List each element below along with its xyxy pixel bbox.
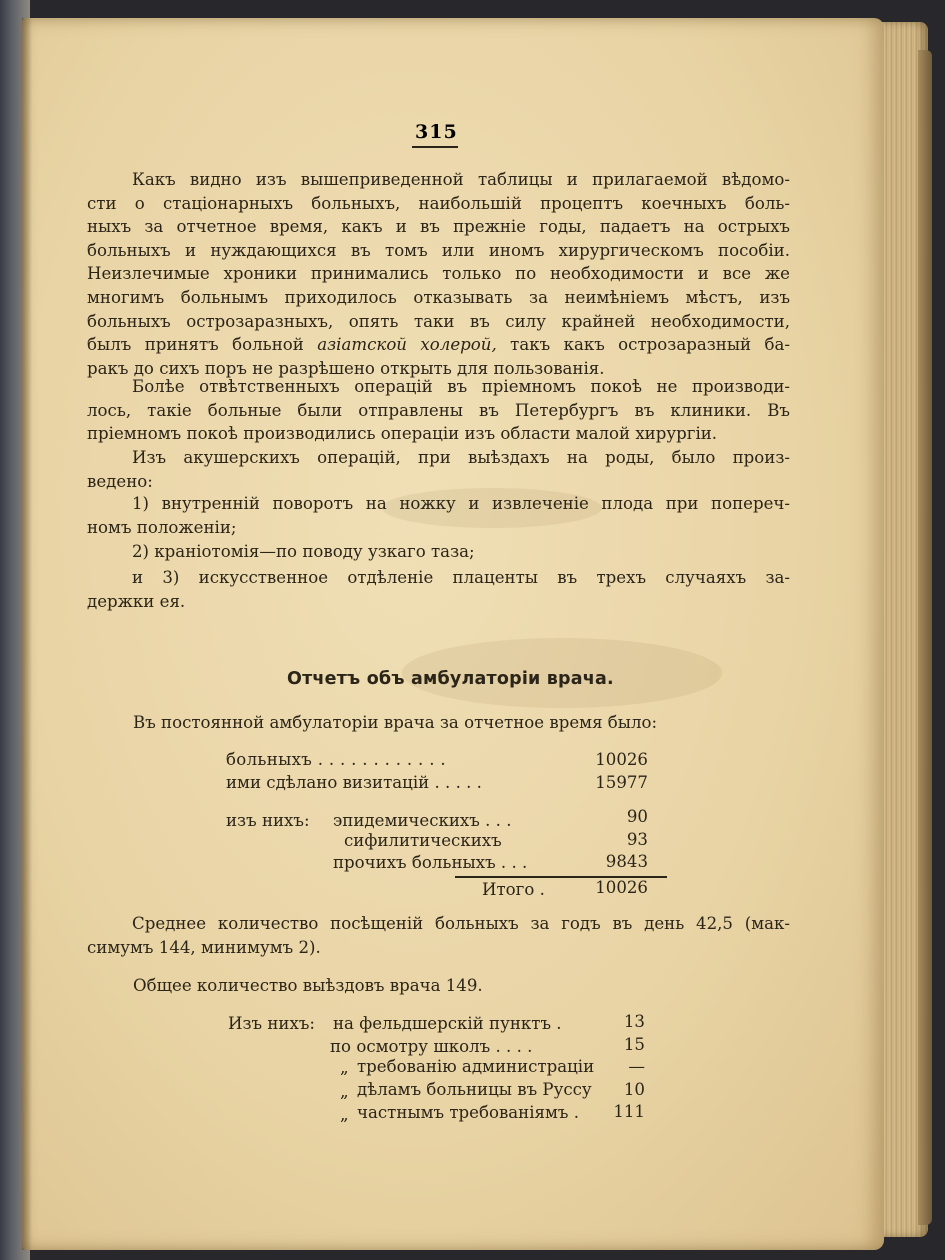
paragraph-1: Какъ видно изъ вышеприведенной таблицы и прилагаемой вѣдомо- сти о стаціонарныхъ больныхъ, наибольшій процептъ коечныхъ боль- ныхъ за отчетное время, какъ и въ прежніе годы, падаетъ на острыхъ больныхъ и нуждающихся въ томъ или иномъ хирургическомъ пособіи. Неизлечимые хроники принимались только по необходимости и все же многимъ больнымъ приходилось отказывать за неимѣніемъ мѣстъ, изъ больныхъ острозаразныхъ, опять таки въ силу крайней необходимости, былъ принятъ больной азіатской холерой, такъ какъ острозаразный ба- ракъ до сихъ поръ не разрѣшено открыть для пользованія. [87,170,791,378]
other-label: прочихъ больныхъ . . . [333,853,528,872]
trips-of-them-label: Изъ нихъ: [228,1014,315,1033]
visits-value: 15977 [595,773,648,792]
other-value: 9843 [605,852,648,871]
trip-row-label: частнымъ требованіямъ . [357,1103,580,1122]
trip-row-value: — [628,1057,645,1076]
paragraph-3: Изъ акушерскихъ операцій, при выѣздахъ на роды, было произ- ведено: [87,448,790,491]
patients-value: 10026 [595,750,648,769]
trip-row-value: 10 [623,1080,645,1099]
trip-row-value: 15 [623,1035,645,1054]
syphilitic-label: сифилитическихъ [344,831,502,850]
book-cover-edge [918,50,932,1225]
epidemic-label: эпидемическихъ . . . [333,811,512,830]
syphilitic-value: 93 [626,830,648,849]
trip-row-value: 111 [613,1102,645,1121]
intro-line: Въ постоянной амбулаторіи врача за отчетное время было: [133,713,658,732]
page-number-underline [412,146,458,148]
of-them-label: изъ нихъ: [226,811,310,830]
trip-row-prefix: „ [340,1058,349,1077]
total-value: 10026 [595,878,648,897]
trip-row-prefix: „ [340,1082,349,1101]
section-title: Отчетъ объ амбулаторіи врача. [287,669,614,689]
paragraph-6: и 3) искусственное отдѣленіе плаценты въ трехъ случаяхъ за- держки ея. [87,568,790,611]
average-paragraph: Среднее количество посѣщеній больныхъ за годъ въ день 42,5 (мак- симумъ 144, минимумъ 2). [87,914,790,957]
total-label: Итого . [482,880,545,899]
trip-row-label: на фельдшерскій пунктъ . [333,1014,562,1033]
trip-row-prefix: „ [340,1105,349,1124]
paragraph-5: 2) краніотомія—по поводу узкаго таза; [132,542,475,561]
patients-label: больныхъ . . . . . . . . . . . . [226,750,446,769]
page-number: 315 [415,121,458,143]
visits-label: ими сдѣлано визитацій . . . . . [226,773,482,792]
paragraph-2: Болѣе отвѣтственныхъ операцій въ пріемномъ покоѣ не производи- лось, такіе больные были отправлены въ Петербургъ въ клиники. Въ пріемномъ покоѣ производились операціи изъ области малой хирургіи. [87,377,790,444]
trip-row-label: дѣламъ больницы въ Руссу [357,1080,592,1099]
trips-total: Общее количество выѣздовъ врача 149. [133,976,483,995]
trip-row-label: требованію администраціи [357,1057,595,1076]
paragraph-4: 1) внутренній поворотъ на ножку и извлеченіе плода при попереч- номъ положеніи; [87,494,790,537]
epidemic-value: 90 [626,807,648,826]
trip-row-value: 13 [623,1012,645,1031]
trip-row-label: по осмотру школъ . . . . [330,1037,533,1056]
